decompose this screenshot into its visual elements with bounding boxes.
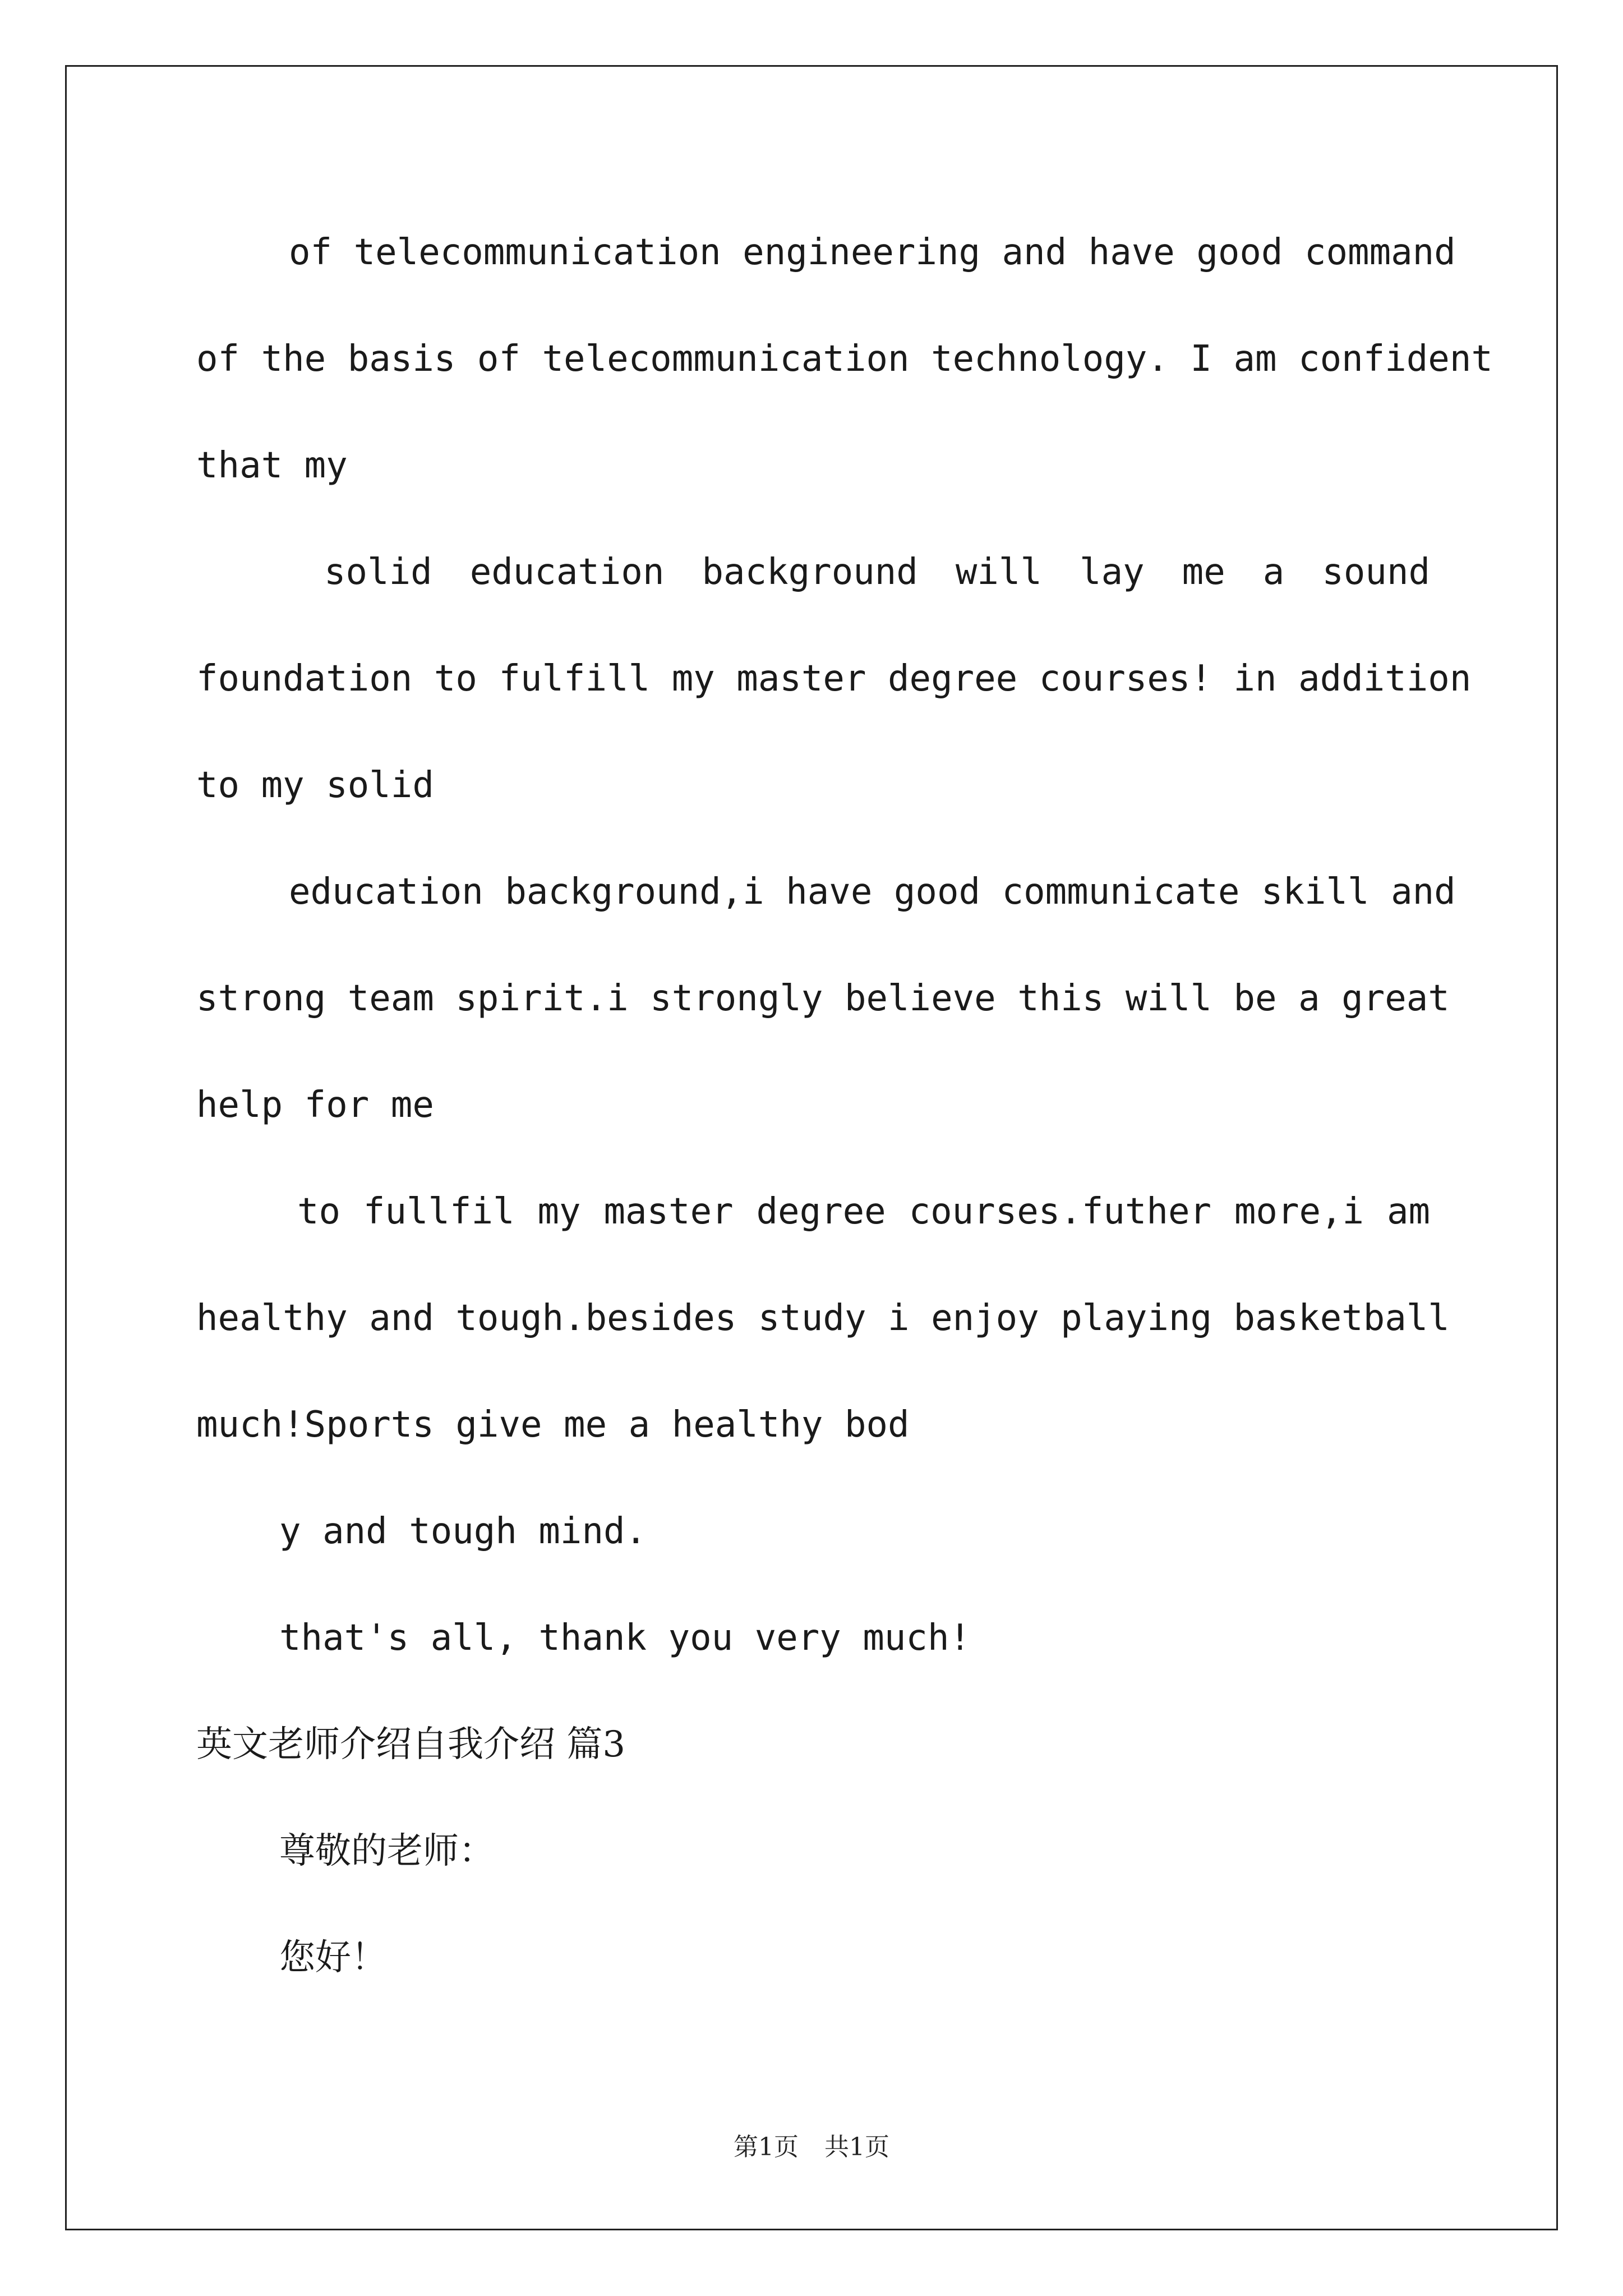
paragraph-line: strong team spirit.i strongly believe this will be a great [196,978,1450,1019]
paragraph-line: healthy and tough.besides study i enjoy playing basketball [196,1297,1450,1339]
page-total: 共1页 [824,2133,889,2161]
salutation-line: 您好！ [279,1937,387,1978]
page-footer [0,2132,1623,2163]
paragraph-line: foundation to fulfill my master degree courses! in addition [196,658,1472,700]
paragraph-line: of telecommunication engineering and have good command [289,232,1456,273]
paragraph-line: education background,i have good communicate skill and [289,871,1456,913]
section-heading: 英文老师介绍自我介绍 篇3 [196,1724,626,1765]
paragraph-line: help for me [196,1084,434,1126]
greeting-line: 尊敬的老师： [279,1830,495,1872]
page-border [65,65,1558,2230]
paragraph-line: to fullfil my master degree courses.futher more,i am [297,1191,1430,1232]
paragraph-line: that's all, thank you very much! [279,1617,971,1659]
paragraph-line: solid education background will lay me a sound [324,551,1430,593]
paragraph-line: of the basis of telecommunication technology. I am confident [196,338,1493,380]
paragraph-line: that my [196,445,348,486]
paragraph-line: y and tough mind. [279,1511,647,1552]
page-number: 第1页 [734,2133,799,2161]
paragraph-line: to my solid [196,765,434,806]
paragraph-line: much!Sports give me a healthy bod [196,1404,910,1446]
